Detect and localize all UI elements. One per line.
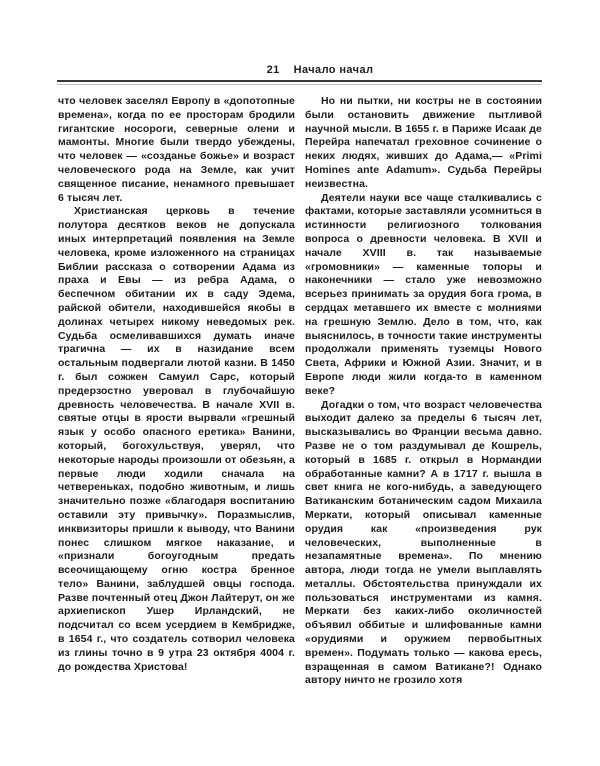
right-text-column [305,95,542,688]
paragraph: Деятели науки все чаще сталкивались с фактами, которые заставляли усомниться в истинности религиозного толкования вопроса о древности человека. В XVII и начале XVIII в. так называемые «громовники» — каменные топоры и наконечники — стало уже невозможно всерьез принимать за орудия бога грома, в сердцах метавшего их вместе с молниями на грешную Землю. Дело в том, что, как выяснилось, в точности такие инструменты продолжали применять туземцы Нового Света, Африки и Южной Азии. Значит, и в Европе люди жили когда-то в каменном веке? [305,191,542,397]
left-text-column [58,95,295,674]
paragraph: что человек заселял Европу в «допотопные времена», когда по ее просторам бродили гигантские носороги, северные олени и мамонты. Многие были твердо убеждены, что человек — «созданье божье» и возраст человеческого рода на Земле, как учит священное писание, ненамного превышает 6 тысяч лет. [58,95,295,204]
header-rule [57,80,542,82]
page-number: 21 [266,64,280,76]
page-header [78,64,562,76]
chapter-title: Начало начал [293,64,374,76]
paragraph: Христианская церковь в течение полутора десятков веков не допускала иных интерпретаций появления на Земле человека, кроме изложенного на страницах Библии рассказа о сотворении Адама из праха и Евы — из ребра Адама, о беспечном обитании их в саду Эдема, райской обители, находившейся якобы в долинах четырех никому неведомых рек. Судьба осмеливавшихся думать иначе трагична — их в назидание всем остальным подвергали лютой казни. В 1450 г. был сожжен Самуил Сарс, который предерзостно уверовал в глубочайшую древность человечества. В начале XVII в. святые отцы в ярости вырвали «грешный язык у особо опасного еретика» Ванини, который, богохульствуя, уверял, что некоторые народы произошли от обезьян, а первые люди ходили сначала на четвереньках, подобно животным, и лишь значительно позже «благодаря воспитанию оставили эту привычку». Поразмыслив, инквизиторы пришли к выводу, что Ванини понес слишком мягкое наказание, и «признали богоугодным предать всеочищающему огню костра бренное тело» Ванини, заблудшей овцы господа. Разве почтенный отец Джон Лайтерут, он же архиепископ Ушер Ирландский, не подсчитал со всем усердием в Кембридже, в 1654 г., что создатель сотворил человека из глины точно в 9 утра 23 октября 4004 г. до рождества Христова! [58,205,295,673]
header-rule-shadow [57,84,542,85]
paragraph: Догадки о том, что возраст человечества выходит далеко за пределы 6 тысяч лет, высказывались во Франции весьма давно. Разве не о том раздумывал де Кошрель, который в 1685 г. открыл в Нормандии обработанные камни? А в 1717 г. вышла в свет книга не кого-нибудь, а заведующего Ватиканским ботаническим садом Михаила Меркати, который описывал каменные орудия как «произведения рук человеческих, выполненные в незапамятные времена». По мнению автора, люди тогда не умели выплавлять металлы. Обстоятельства принуждали их пользоваться инструментами из камня. Меркати без каких-либо околичностей объявил оббитые и шлифованные камни «орудиями и оружием первобытных времен». Подумать только — какова ересь, взращенная в самом Ватикане?! Однако автору ничто не грозило хотя [305,398,542,687]
paragraph: Но ни пытки, ни костры не в состоянии были остановить движение пытливой научной мысли. В 1655 г. в Париже Исаак де Перейра напечатал греховное сочинение о неких людях, живших до Адама,— «Primi Homines ante Adamum». Судьба Перейры неизвестна. [305,95,542,190]
